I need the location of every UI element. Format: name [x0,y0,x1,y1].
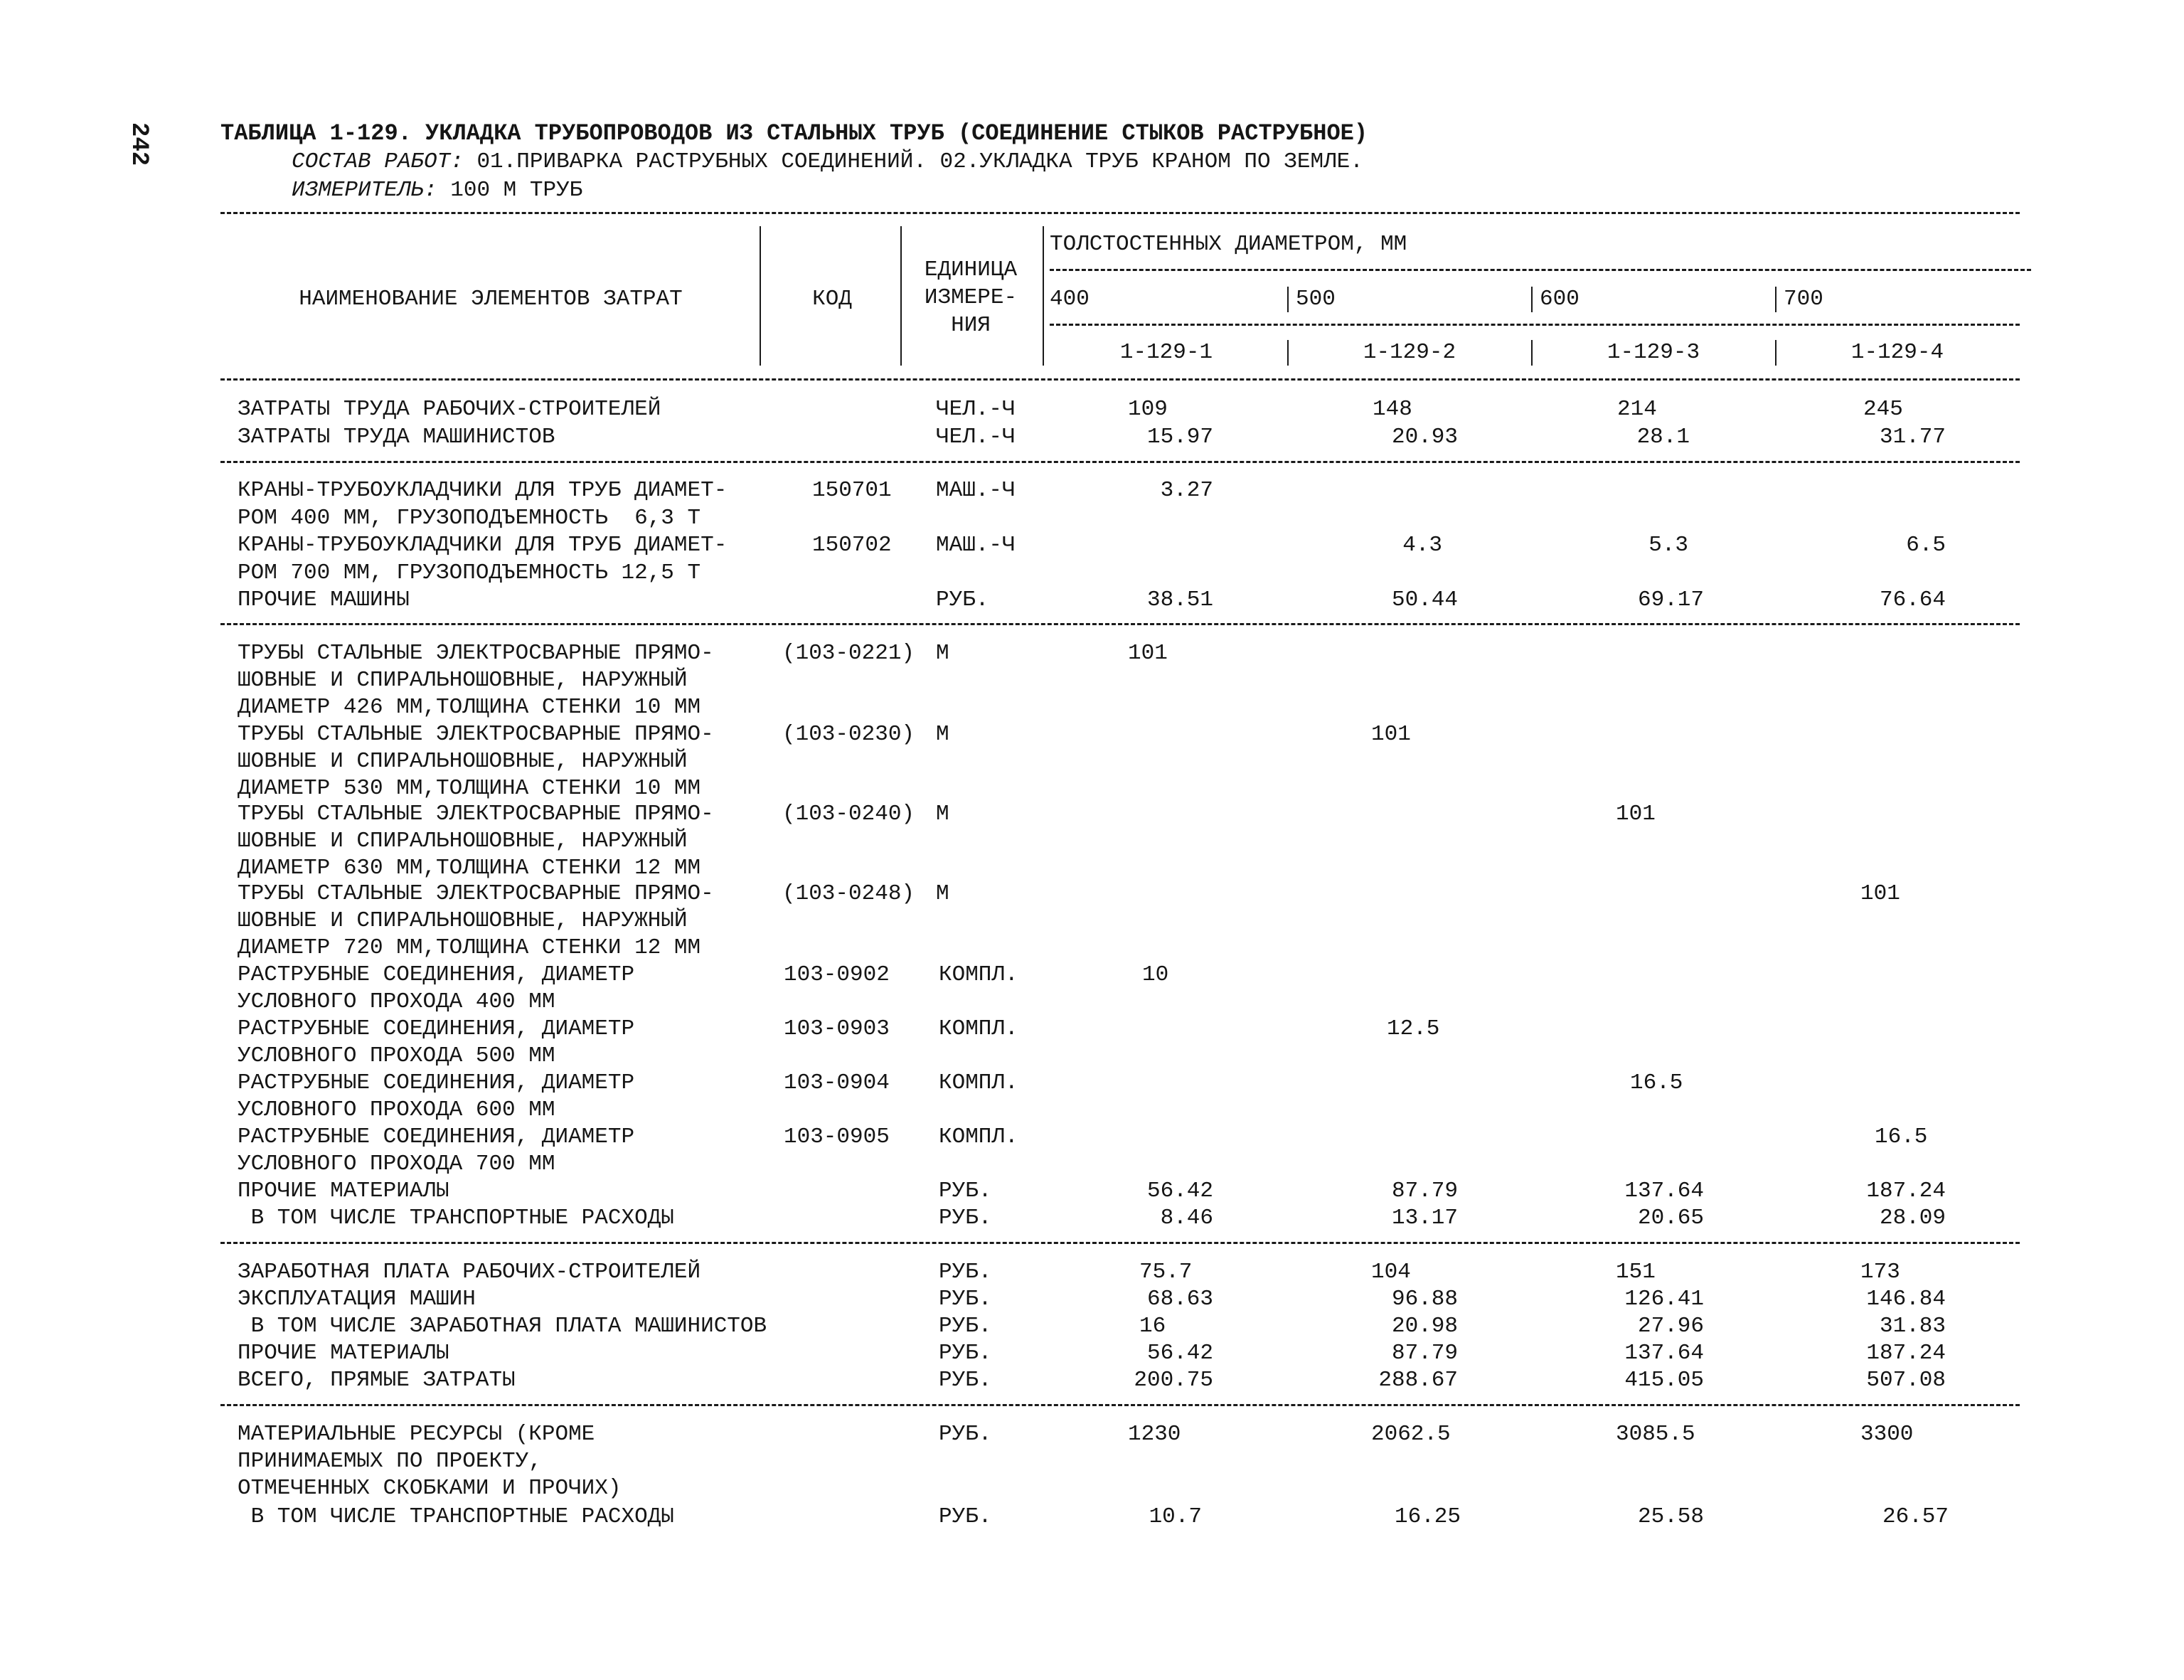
row-value: 146.84 [1866,1287,1946,1312]
row-unit: КОМПЛ. [939,1070,1018,1095]
row-name: РАСТРУБНЫЕ СОЕДИНЕНИЯ, ДИАМЕТР [238,1016,635,1041]
row-name: В ТОМ ЧИСЛЕ ТРАНСПОРТНЫЕ РАСХОДЫ [238,1504,674,1529]
row-name: РАСТРУБНЫЕ СОЕДИНЕНИЯ, ДИАМЕТР [238,1125,635,1149]
row-code: 103-0905 [784,1125,890,1149]
row-name: ЗАТРАТЫ ТРУДА РАБОЧИХ-СТРОИТЕЛЕЙ [238,397,661,422]
row-value: 31.83 [1879,1314,1946,1339]
row-value: 137.64 [1624,1179,1704,1203]
row-value: 15.97 [1146,425,1213,450]
row-unit: КОМПЛ. [939,1125,1018,1149]
row-code: (103-0230) [782,722,915,747]
row-value: 13.17 [1391,1206,1458,1230]
header-group: ТОЛСТОСТЕННЫХ ДИАМЕТРОМ, ММ [1050,232,1407,257]
row-name: ТРУБЫ СТАЛЬНЫЕ ЭЛЕКТРОСВАРНЫЕ ПРЯМО- [238,722,714,747]
row-unit: ЧЕЛ.-Ч [936,397,1016,422]
row-unit: РУБ. [939,1368,992,1393]
row-code: 103-0903 [784,1016,890,1041]
row-name: ШОВНЫЕ И СПИРАЛЬНОШОВНЫЕ, НАРУЖНЫЙ [238,829,688,854]
row-value: 28.1 [1636,425,1690,450]
divider-top [220,212,2020,214]
row-unit: М [936,881,949,906]
row-name: УСЛОВНОГО ПРОХОДА 500 ММ [238,1043,555,1068]
row-value: 507.08 [1866,1368,1946,1393]
row-value: 76.64 [1879,588,1946,612]
row-value: 6.5 [1906,533,1946,558]
row-value: 214 [1617,397,1657,422]
row-value: 87.79 [1391,1179,1458,1203]
header-divider [1287,287,1289,312]
row-value: 1230 [1128,1422,1181,1447]
meter-text: 100 М ТРУБ [437,178,583,203]
row-name: ВСЕГО, ПРЯМЫЕ ЗАТРАТЫ [238,1368,516,1393]
row-value: 75.7 [1139,1260,1193,1285]
row-value: 109 [1128,397,1168,422]
header-divider [1050,324,2020,326]
header-diameter: 500 [1296,287,1336,312]
meter-label: ИЗМЕРИТЕЛЬ: [292,178,437,203]
row-value: 96.88 [1391,1287,1458,1312]
row-value: 245 [1863,397,1903,422]
header-divider [1775,287,1777,312]
row-name: РОМ 700 ММ, ГРУЗОПОДЪЕМНОСТЬ 12,5 Т [238,560,701,585]
row-name: ДИАМЕТР 530 ММ,ТОЛЩИНА СТЕНКИ 10 ММ [238,776,701,801]
work-composition-text: 01.ПРИВАРКА РАСТРУБНЫХ СОЕДИНЕНИЙ. 02.УКЛАДКА ТРУБ КРАНОМ ПО ЗЕМЛЕ. [463,149,1363,174]
row-unit: МАШ.-Ч [936,478,1016,503]
row-value: 4.3 [1402,533,1442,558]
header-divider [1287,340,1289,366]
row-name: ТРУБЫ СТАЛЬНЫЕ ЭЛЕКТРОСВАРНЫЕ ПРЯМО- [238,881,714,906]
row-value: 151 [1616,1260,1656,1285]
row-name: ТРУБЫ СТАЛЬНЫЕ ЭЛЕКТРОСВАРНЫЕ ПРЯМО- [238,802,714,826]
row-name: ЭКСПЛУАТАЦИЯ МАШИН [238,1287,476,1312]
row-unit: М [936,802,949,826]
header-divider [900,226,902,366]
row-value: 56.42 [1146,1341,1213,1366]
header-divider [1531,287,1533,312]
row-value: 56.42 [1146,1179,1213,1203]
header-unit-2: ИЗМЕРЕ- [924,285,1018,310]
row-unit: ЧЕЛ.-Ч [936,425,1016,450]
row-value: 3300 [1860,1422,1914,1447]
row-value: 187.24 [1866,1341,1946,1366]
divider-labor [220,461,2020,463]
header-unit-1: ЕДИНИЦА [924,257,1018,282]
row-value: 187.24 [1866,1179,1946,1203]
row-unit: РУБ. [939,1260,992,1285]
row-value: 31.77 [1879,425,1946,450]
row-value: 101 [1616,802,1656,826]
row-unit: РУБ. [939,1206,992,1230]
row-value: 3.27 [1160,478,1213,503]
row-name: ЗАРАБОТНАЯ ПЛАТА РАБОЧИХ-СТРОИТЕЛЕЙ [238,1260,701,1285]
row-name: ДИАМЕТР 630 ММ,ТОЛЩИНА СТЕНКИ 12 ММ [238,856,701,881]
row-value: 2062.5 [1371,1422,1451,1447]
row-unit: МАШ.-Ч [936,533,1016,558]
row-name: ПРИНИМАЕМЫХ ПО ПРОЕКТУ, [238,1449,542,1474]
header-code-col: 1-129-1 [1119,340,1213,365]
row-value: 126.41 [1624,1287,1704,1312]
row-name: МАТЕРИАЛЬНЫЕ РЕСУРСЫ (КРОМЕ [238,1422,595,1447]
row-value: 68.63 [1146,1287,1213,1312]
row-value: 16.5 [1630,1070,1683,1095]
row-name: КРАНЫ-ТРУБОУКЛАДЧИКИ ДЛЯ ТРУБ ДИАМЕТ- [238,478,728,503]
divider-machines [220,623,2020,625]
header-divider [1043,226,1044,366]
row-value: 10.7 [1149,1504,1202,1529]
meter [292,178,582,203]
row-value: 3085.5 [1616,1422,1695,1447]
header-name: НАИМЕНОВАНИЕ ЭЛЕМЕНТОВ ЗАТРАТ [299,287,683,312]
row-value: 101 [1860,881,1900,906]
row-name: ПРОЧИЕ МАТЕРИАЛЫ [238,1179,449,1203]
row-name: ШОВНЫЕ И СПИРАЛЬНОШОВНЫЕ, НАРУЖНЫЙ [238,749,688,774]
row-value: 69.17 [1637,588,1704,612]
row-name: ШОВНЫЕ И СПИРАЛЬНОШОВНЫЕ, НАРУЖНЫЙ [238,908,688,933]
row-name: РАСТРУБНЫЕ СОЕДИНЕНИЯ, ДИАМЕТР [238,962,635,987]
row-name: ДИАМЕТР 426 ММ,ТОЛЩИНА СТЕНКИ 10 ММ [238,695,701,720]
row-code: 150702 [812,533,892,558]
row-value: 20.65 [1637,1206,1704,1230]
row-value: 10 [1142,962,1169,987]
row-value: 173 [1860,1260,1900,1285]
row-unit: КОМПЛ. [939,1016,1018,1041]
row-value: 101 [1371,722,1411,747]
row-value: 288.67 [1378,1368,1458,1393]
row-name: ТРУБЫ СТАЛЬНЫЕ ЭЛЕКТРОСВАРНЫЕ ПРЯМО- [238,641,714,666]
row-value: 20.93 [1391,425,1458,450]
row-code: (103-0248) [782,881,915,906]
work-composition [292,149,1363,175]
row-value: 20.98 [1391,1314,1458,1339]
row-code: 150701 [812,478,892,503]
row-name: ПРОЧИЕ МАШИНЫ [238,588,410,612]
divider-header [220,378,2020,381]
header-code: КОД [812,287,852,312]
page-number: 242 [125,122,152,166]
row-value: 25.58 [1637,1504,1704,1529]
header-code-col: 1-129-4 [1850,340,1944,365]
row-value: 38.51 [1146,588,1213,612]
row-unit: РУБ. [936,588,989,612]
row-unit: РУБ. [939,1422,992,1447]
row-name: КРАНЫ-ТРУБОУКЛАДЧИКИ ДЛЯ ТРУБ ДИАМЕТ- [238,533,728,558]
row-unit: М [936,722,949,747]
row-name: ЗАТРАТЫ ТРУДА МАШИНИСТОВ [238,425,555,450]
row-code: (103-0240) [782,802,915,826]
row-unit: КОМПЛ. [939,962,1018,987]
row-unit: РУБ. [939,1504,992,1529]
header-divider [1531,340,1533,366]
work-composition-label: СОСТАВ РАБОТ: [292,149,464,174]
row-value: 28.09 [1879,1206,1946,1230]
header-divider [760,226,761,366]
divider-totals [220,1404,2020,1406]
row-name: ШОВНЫЕ И СПИРАЛЬНОШОВНЫЕ, НАРУЖНЫЙ [238,668,688,693]
row-value: 16 [1139,1314,1166,1339]
row-name: УСЛОВНОГО ПРОХОДА 400 ММ [238,989,555,1014]
row-unit: РУБ. [939,1179,992,1203]
row-value: 200.75 [1134,1368,1213,1393]
header-diameter: 400 [1050,287,1090,312]
row-name: ДИАМЕТР 720 ММ,ТОЛЩИНА СТЕНКИ 12 ММ [238,935,701,960]
row-name: РОМ 400 ММ, ГРУЗОПОДЪЕМНОСТЬ 6,3 Т [238,506,701,531]
row-name: ПРОЧИЕ МАТЕРИАЛЫ [238,1341,449,1366]
row-value: 5.3 [1648,533,1688,558]
row-value: 27.96 [1637,1314,1704,1339]
row-name: УСЛОВНОГО ПРОХОДА 700 ММ [238,1152,555,1176]
row-value: 16.25 [1394,1504,1461,1529]
table-title: ТАБЛИЦА 1-129. УКЛАДКА ТРУБОПРОВОДОВ ИЗ СТАЛЬНЫХ ТРУБ (СОЕДИНЕНИЕ СТЫКОВ РАСТРУБНОЕ) [220,120,1368,147]
row-value: 415.05 [1624,1368,1704,1393]
row-value: 50.44 [1391,588,1458,612]
row-unit: РУБ. [939,1287,992,1312]
row-code: 103-0904 [784,1070,890,1095]
divider-materials [220,1242,2020,1244]
row-name: УСЛОВНОГО ПРОХОДА 600 ММ [238,1097,555,1122]
row-value: 12.5 [1387,1016,1440,1041]
row-unit: М [936,641,949,666]
row-unit: РУБ. [939,1341,992,1366]
row-value: 26.57 [1882,1504,1949,1529]
row-value: 87.79 [1391,1341,1458,1366]
header-unit-3: НИЯ [951,313,991,338]
row-code: (103-0221) [782,641,915,666]
row-name: В ТОМ ЧИСЛЕ ТРАНСПОРТНЫЕ РАСХОДЫ [238,1206,674,1230]
row-name: ОТМЕЧЕННЫХ СКОБКАМИ И ПРОЧИХ) [238,1476,622,1501]
row-value: 101 [1128,641,1168,666]
row-name: В ТОМ ЧИСЛЕ ЗАРАБОТНАЯ ПЛАТА МАШИНИСТОВ [238,1314,767,1339]
row-code: 103-0902 [784,962,890,987]
header-divider [1050,269,2031,271]
row-name: РАСТРУБНЫЕ СОЕДИНЕНИЯ, ДИАМЕТР [238,1070,635,1095]
row-value: 16.5 [1875,1125,1928,1149]
header-code-col: 1-129-2 [1363,340,1456,365]
row-value: 104 [1371,1260,1411,1285]
header-diameter: 700 [1784,287,1823,312]
header-diameter: 600 [1540,287,1580,312]
header-code-col: 1-129-3 [1607,340,1700,365]
row-value: 137.64 [1624,1341,1704,1366]
row-unit: РУБ. [939,1314,992,1339]
row-value: 148 [1373,397,1412,422]
row-value: 8.46 [1160,1206,1213,1230]
header-divider [1775,340,1777,366]
